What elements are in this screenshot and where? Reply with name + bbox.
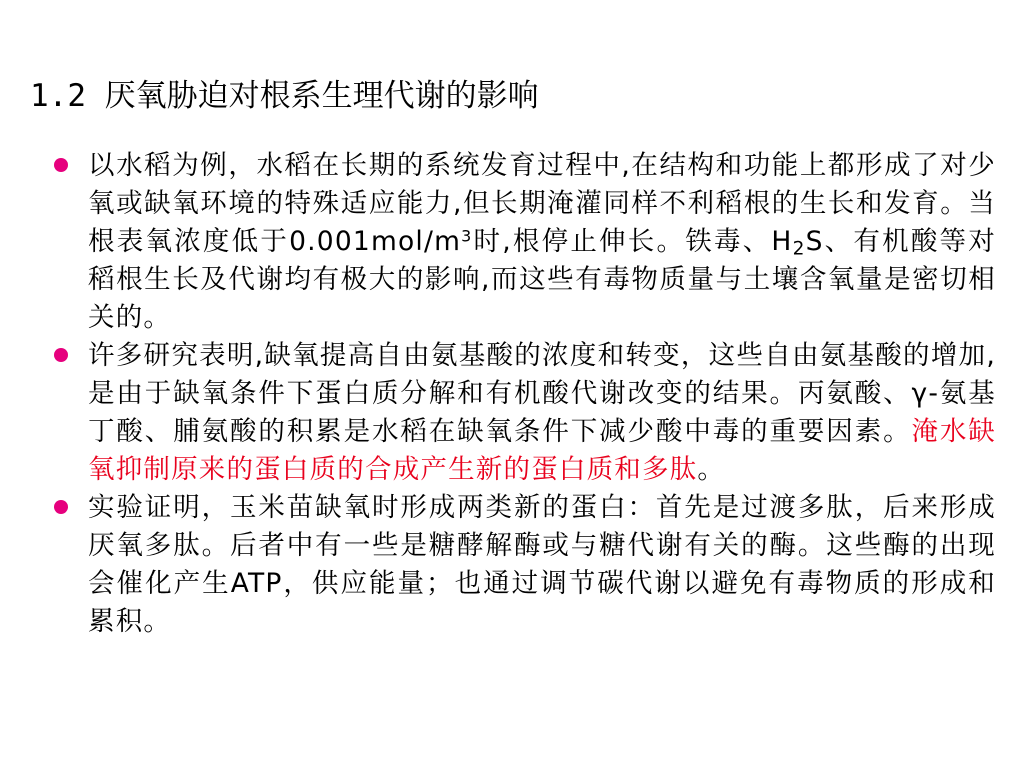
bullet-text: 时,根停止伸长。铁毒、H [472,226,793,257]
bullet-item-maize-proteins [50,489,996,641]
bullet-text: S、有机酸等对稻根生长及代谢均有极大的影响,而这些有毒物质量与土壤含氧量是密切相关的。 [88,226,996,333]
bullet-item-rice-adaptation [50,147,996,337]
superscript: 3 [461,226,473,246]
bullet-list [50,147,996,641]
subscript: 2 [792,238,806,260]
slide-title: 1.2 厌氧胁迫对根系生理代谢的影响 [30,78,539,114]
bullet-item-amino-acids [50,337,996,489]
bullet-text: 。 [697,454,726,485]
bullet-dot-icon [54,158,68,172]
bullet-dot-icon [54,500,68,514]
bullet-text: 实验证明，玉米苗缺氧时形成两类新的蛋白：首先是过渡多肽，后来形成厌氧多肽。后者中有一些是糖酵解酶或与糖代谢有关的酶。这些酶的出现会催化产生ATP，供应能量；也通过调节碳代谢以避免有毒物质的形成和累积。 [88,492,996,637]
bullet-dot-icon [54,348,68,362]
bullet-text: 以水稻为例，水稻在长期的系统发育过程中,在结构和功能上都形成了对少氧或缺氧环境的特殊适应能力,但长期淹灌同样不利稻根的生长和发育。当根表氧浓度低于0.001mol/m [88,150,996,257]
bullet-text: 许多研究表明,缺氧提高自由氨基酸的浓度和转变，这些自由氨基酸的增加,是由于缺氧条件下蛋白质分解和有机酸代谢改变的结果。丙氨酸、γ-氨基丁酸、脯氨酸的积累是水稻在缺氧条件下减少酸中毒的重要因素。 [88,340,996,447]
highlighted-text: 淹水缺氧抑制原来的蛋白质的合成产生新的蛋白质和多肽 [88,416,996,485]
